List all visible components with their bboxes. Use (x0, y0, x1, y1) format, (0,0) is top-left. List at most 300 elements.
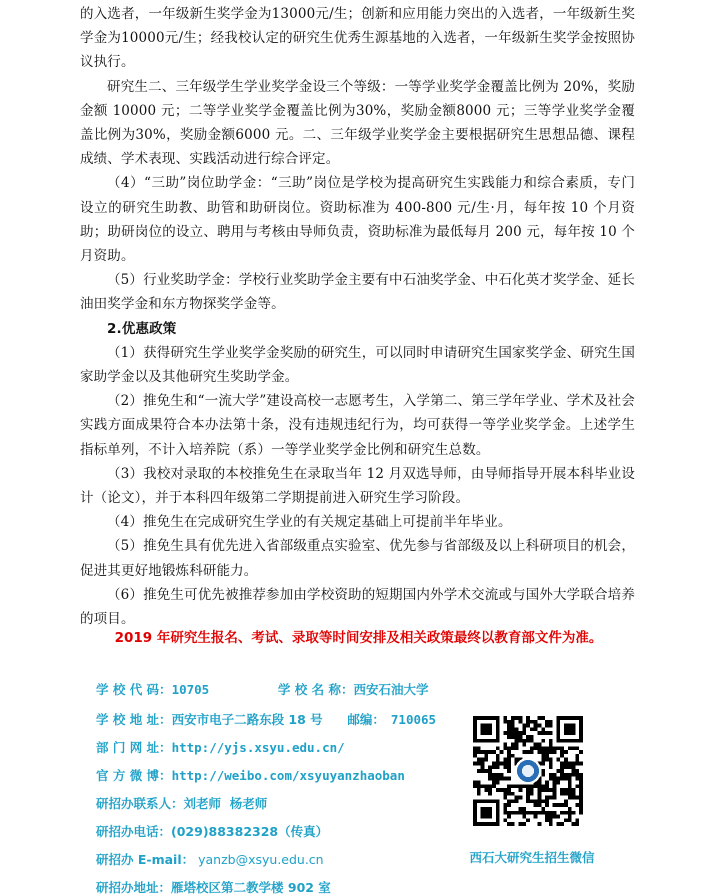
qr-module (545, 815, 549, 819)
qr-module (507, 788, 511, 792)
qr-module (556, 777, 560, 781)
qr-module (537, 796, 541, 800)
qr-module (537, 792, 541, 796)
qr-module (560, 773, 564, 777)
qr-module (534, 720, 538, 724)
qr-module (481, 762, 485, 766)
qr-module (526, 796, 530, 800)
qr-module (530, 727, 534, 731)
qr-module (572, 788, 576, 792)
qr-module (530, 735, 534, 739)
paragraph-second-third-year-scholarship: 研究生二、三年级学生学业奖学金设三个等级：一等学业奖学金覆盖比例为 20%，奖励金额 10000 元；二等学业奖学金覆盖比例为30%，奖励金额8000 元；三等学业奖学金覆盖比例为30%，奖励金额6000 元。二、三年级学业奖学金主要根据研究生思想品德、课程成绩、学术表现、实践活动进行综合评定。 (80, 78, 635, 168)
contact-row-weibo (96, 766, 405, 784)
qr-module (541, 773, 545, 777)
paragraph-industry-scholarship: （5）行业奖助学金：学校行业奖助学金主要有中石油奖学金、中石化英才奖学金、延长油田奖学金和东方物探奖学金等。 (80, 272, 635, 313)
qr-module (572, 769, 576, 773)
qr-module (572, 792, 576, 796)
qr-module (537, 784, 541, 788)
qr-module (507, 815, 511, 819)
qr-module (492, 762, 496, 766)
qr-module (500, 750, 504, 754)
qr-module (503, 811, 507, 815)
qr-module (545, 750, 549, 754)
qr-module (511, 743, 515, 747)
qr-module (522, 743, 526, 747)
qr-module (549, 762, 553, 766)
qr-module (503, 796, 507, 800)
qr-module (530, 720, 534, 724)
qr-module (484, 758, 488, 762)
qr-module (496, 765, 500, 769)
qr-module (568, 765, 572, 769)
qr-module (473, 746, 477, 750)
qr-module (473, 750, 477, 754)
qr-module (492, 780, 496, 784)
qr-module (537, 750, 541, 754)
qr-module (541, 811, 545, 815)
qr-module (537, 799, 541, 803)
qr-module (579, 750, 583, 754)
qr-module (515, 739, 519, 743)
qr-module (503, 720, 507, 724)
qr-module (575, 762, 579, 766)
qr-module (537, 811, 541, 815)
qr-module (549, 746, 553, 750)
qr-module (477, 769, 481, 773)
qr-module (568, 796, 572, 800)
qr-module (579, 777, 583, 781)
qr-module (503, 758, 507, 762)
qr-module (579, 762, 583, 766)
qr-module (484, 769, 488, 773)
qr-module (511, 720, 515, 724)
qr-module (488, 773, 492, 777)
qr-module (541, 746, 545, 750)
qr-module (564, 750, 568, 754)
qr-module (541, 731, 545, 735)
qr-module (575, 822, 579, 826)
qr-module (503, 765, 507, 769)
qr-module (522, 811, 526, 815)
qr-module (541, 788, 545, 792)
qr-module (526, 792, 530, 796)
qr-module (492, 777, 496, 781)
qr-module (522, 739, 526, 743)
qr-module (568, 807, 572, 811)
qr-module (534, 811, 538, 815)
qr-module (572, 762, 576, 766)
qr-module (503, 762, 507, 766)
qr-module (500, 788, 504, 792)
qr-module (537, 788, 541, 792)
qr-module (549, 720, 553, 724)
qr-module (492, 773, 496, 777)
school-code-label: 学 校 代 码： (96, 682, 172, 697)
paragraph-policy-2: （2）推免生和“一流大学”建设高校一志愿考生，入学第二、第三学年学业、学术及社会实践方面成果符合本办法第十条，没有违规违纪行为，均可获得一等学业奖学金。上述学生指标单列，不计入培养院（系）一等学业奖学金比例和研究生总数。 (80, 393, 635, 458)
qr-module (568, 762, 572, 766)
qr-module (560, 822, 564, 826)
qr-module (515, 727, 519, 731)
qr-module (507, 746, 511, 750)
qr-module (572, 796, 576, 800)
qr-module (530, 750, 534, 754)
qr-module (484, 784, 488, 788)
qr-module (500, 773, 504, 777)
postcode: 710065 (390, 712, 437, 727)
qr-module (556, 769, 560, 773)
body-text (80, 2, 635, 631)
qr-module (537, 731, 541, 735)
qr-module (530, 739, 534, 743)
qr-module (553, 803, 557, 807)
qr-module (522, 784, 526, 788)
qr-module (545, 746, 549, 750)
contact-row-phone (96, 822, 328, 840)
red-notice: 2019 年研究生报名、考试、录取等时间安排及相关政策最终以教育部文件为准。 (114, 630, 603, 646)
qr-module (575, 784, 579, 788)
qr-module (507, 724, 511, 728)
qr-module (515, 811, 519, 815)
qr-module (519, 822, 523, 826)
qr-module (503, 731, 507, 735)
website-link[interactable]: http://yjs.xsyu.edu.cn/ (171, 740, 345, 755)
qr-module (522, 731, 526, 735)
qr-module (564, 803, 568, 807)
qr-module (568, 792, 572, 796)
qr-module (564, 762, 568, 766)
website-label: 部 门 网 址： (96, 740, 172, 755)
qr-module (530, 784, 534, 788)
qr-module (556, 780, 560, 784)
qr-module (553, 777, 557, 781)
qr-module (511, 716, 515, 720)
qr-module (541, 754, 545, 758)
qr-module (549, 815, 553, 819)
qr-module (526, 811, 530, 815)
qr-module (534, 724, 538, 728)
qr-module (545, 724, 549, 728)
qr-module (537, 716, 541, 720)
phone-label: 研招办电话： (96, 824, 172, 839)
qr-module (579, 773, 583, 777)
qr-module (503, 788, 507, 792)
qr-module (492, 784, 496, 788)
qr-module (477, 762, 481, 766)
qr-module (530, 799, 534, 803)
qr-module (519, 731, 523, 735)
qr-module (507, 765, 511, 769)
qr-module (553, 780, 557, 784)
qr-module (560, 765, 564, 769)
qr-module (526, 720, 530, 724)
qr-module (579, 799, 583, 803)
qr-module (511, 746, 515, 750)
wechat-qr-code (473, 716, 583, 826)
qr-module (537, 822, 541, 826)
email-link[interactable]: yanzb@xsyu.edu.cn (198, 852, 324, 867)
qr-module (473, 754, 477, 758)
weibo-label: 官 方 微 博： (96, 768, 172, 783)
qr-module (564, 799, 568, 803)
qr-module (575, 769, 579, 773)
qr-module (481, 769, 485, 773)
qr-module (488, 769, 492, 773)
qr-module (564, 818, 568, 822)
paragraph-policy-3: （3）我校对录取的本校推免生在录取当年 12 月双选导师，由导师指导开展本科毕业设计（论文），并于本科四年级第二学期提前进入研究生学习阶段。 (80, 465, 635, 507)
qr-module (511, 731, 515, 735)
qr-module (503, 743, 507, 747)
qr-module (526, 716, 530, 720)
qr-module (522, 815, 526, 819)
qr-module (530, 788, 534, 792)
qr-module (553, 746, 557, 750)
paragraph-policy-6: （6）推免生可优先被推荐参加由学校资助的短期国内外学术交流或与国外大学联合培养的项目。 (80, 586, 635, 628)
weibo-link[interactable]: http://weibo.com/xsyuyanzhaoban (171, 768, 405, 783)
qr-module (541, 739, 545, 743)
qr-module (556, 815, 560, 819)
qr-module (541, 807, 545, 811)
qr-module (545, 811, 549, 815)
qr-module (500, 777, 504, 781)
contact-row-website (96, 738, 345, 756)
qr-module (556, 746, 560, 750)
qr-module (564, 792, 568, 796)
contact-row-address (96, 710, 436, 728)
qr-module (534, 803, 538, 807)
qr-module (549, 777, 553, 781)
qr-module (526, 735, 530, 739)
qr-module (541, 716, 545, 720)
qr-module (553, 750, 557, 754)
qr-module (579, 807, 583, 811)
qr-module (507, 762, 511, 766)
qr-module (511, 727, 515, 731)
paragraph-policy-1: （1）获得研究生学业奖学金奖励的研究生，可以同时申请研究生国家奖学金、研究生国家助学金以及其他研究生奖助学金。 (80, 344, 635, 386)
qr-module (534, 784, 538, 788)
qr-module (568, 788, 572, 792)
qr-module (522, 727, 526, 731)
qr-module (549, 822, 553, 826)
qr-module (496, 758, 500, 762)
qr-module (473, 762, 477, 766)
qr-module (507, 777, 511, 781)
qr-module (568, 811, 572, 815)
qr-module (507, 750, 511, 754)
qr-module (492, 765, 496, 769)
qr-module (481, 758, 485, 762)
qr-module (568, 780, 572, 784)
qr-module (488, 784, 492, 788)
qr-module (579, 784, 583, 788)
address-label: 学 校 地 址： (96, 712, 172, 727)
qr-module (526, 724, 530, 728)
qr-module (579, 803, 583, 807)
qr-module (537, 803, 541, 807)
qr-module (515, 743, 519, 747)
qr-module (545, 720, 549, 724)
qr-module (496, 754, 500, 758)
qr-module (507, 769, 511, 773)
qr-module (522, 724, 526, 728)
qr-module (515, 796, 519, 800)
qr-module (488, 765, 492, 769)
email-label: 研招办 E-mail： (96, 852, 195, 867)
qr-module (507, 822, 511, 826)
qr-module (526, 739, 530, 743)
qr-module (530, 792, 534, 796)
qr-module (537, 743, 541, 747)
qr-module (560, 750, 564, 754)
qr-module (549, 739, 553, 743)
qr-module (503, 807, 507, 811)
qr-module (515, 758, 519, 762)
qr-module (488, 792, 492, 796)
qr-module (564, 788, 568, 792)
qr-module (545, 754, 549, 758)
office-address: 雁塔校区第二教学楼 902 室 (171, 880, 331, 895)
qr-module (507, 727, 511, 731)
qr-module (572, 822, 576, 826)
qr-module (579, 811, 583, 815)
qr-module (473, 780, 477, 784)
qr-module (534, 746, 538, 750)
qr-module (575, 796, 579, 800)
qr-module (572, 773, 576, 777)
qr-module (575, 777, 579, 781)
qr-module (556, 822, 560, 826)
qr-module (496, 788, 500, 792)
qr-module (503, 818, 507, 822)
section-heading-preferential-policy: 2.优惠政策 (107, 320, 177, 337)
qr-module (519, 811, 523, 815)
qr-module (481, 784, 485, 788)
qr-module (500, 762, 504, 766)
qr-module (534, 799, 538, 803)
qr-module (515, 784, 519, 788)
qr-module (477, 792, 481, 796)
qr-module (553, 796, 557, 800)
paragraph-three-assistantships: （4）“三助”岗位助学金：“三助”岗位是学校为提高研究生实践能力和综合素质，专门设立的研究生助教、助管和助研岗位。资助标准为 400-800 元/生·月，每年按 10 个月资助；助研岗位的设立、聘用与考核由导师负责，资助标准为最低每月 200 元，每年按 10 个月资助。 (80, 175, 635, 265)
qr-module (564, 758, 568, 762)
qr-module (503, 716, 507, 720)
qr-module (496, 773, 500, 777)
qr-module (526, 799, 530, 803)
qr-module (515, 799, 519, 803)
qr-module (549, 796, 553, 800)
qr-module (507, 803, 511, 807)
qr-module (560, 788, 564, 792)
qr-module (496, 780, 500, 784)
qr-module (492, 750, 496, 754)
qr-module (484, 788, 488, 792)
qr-module (507, 720, 511, 724)
qr-module (507, 735, 511, 739)
qr-module (526, 784, 530, 788)
qr-module (560, 754, 564, 758)
qr-module (519, 716, 523, 720)
school-name-label: 学 校 名 称： (277, 682, 354, 697)
qr-module (549, 750, 553, 754)
qr-module (537, 724, 541, 728)
qr-module (526, 788, 530, 792)
qr-module (541, 799, 545, 803)
qr-module (545, 784, 549, 788)
qr-module (511, 735, 515, 739)
qr-module (484, 754, 488, 758)
qr-module (537, 780, 541, 784)
qr-module (545, 731, 549, 735)
qr-module (564, 765, 568, 769)
qr-module (511, 754, 515, 758)
qr-module (553, 788, 557, 792)
qr-module (519, 720, 523, 724)
qr-module (575, 754, 579, 758)
qr-module (572, 765, 576, 769)
school-name: 西安石油大学 (353, 682, 429, 697)
qr-module (560, 769, 564, 773)
qr-module (545, 788, 549, 792)
qr-module (568, 773, 572, 777)
qr-module (511, 792, 515, 796)
qr-module (534, 727, 538, 731)
qr-module (541, 762, 545, 766)
contact-row-school (96, 680, 429, 698)
qr-module (560, 777, 564, 781)
contact-row-email (96, 850, 324, 868)
qr-module (545, 780, 549, 784)
qr-module (568, 777, 572, 781)
paragraph-policy-4: （4）推免生在完成研究生学业的有关规定基础上可提前半年毕业。 (107, 514, 512, 531)
qr-module (477, 788, 481, 792)
qr-module (511, 784, 515, 788)
address: 西安市电子二路东段 18 号 (171, 712, 323, 727)
qr-module (575, 758, 579, 762)
qr-module (568, 815, 572, 819)
qr-module (515, 746, 519, 750)
qr-module (507, 758, 511, 762)
qr-module (560, 811, 564, 815)
qr-module (522, 822, 526, 826)
qr-module (507, 811, 511, 815)
qr-module (579, 796, 583, 800)
qr-module (481, 765, 485, 769)
qr-module (530, 746, 534, 750)
qr-module (515, 716, 519, 720)
qr-module (553, 815, 557, 819)
contacts-label: 研招办联系人： (96, 796, 184, 811)
qr-module (556, 758, 560, 762)
qr-module (519, 788, 523, 792)
qr-module (511, 822, 515, 826)
qr-module (477, 750, 481, 754)
qr-module (553, 792, 557, 796)
qr-module (481, 750, 485, 754)
qr-module (534, 743, 538, 747)
qr-module (549, 818, 553, 822)
qr-module (507, 792, 511, 796)
qr-module (488, 788, 492, 792)
qr-module (560, 792, 564, 796)
qr-module (541, 758, 545, 762)
qr-module (511, 811, 515, 815)
qr-module (556, 803, 560, 807)
qr-module (549, 743, 553, 747)
qr-module (488, 777, 492, 781)
qr-module (519, 784, 523, 788)
qr-module (568, 784, 572, 788)
qr-module (522, 750, 526, 754)
qr-caption: 西石大研究生招生微信 (469, 850, 595, 865)
